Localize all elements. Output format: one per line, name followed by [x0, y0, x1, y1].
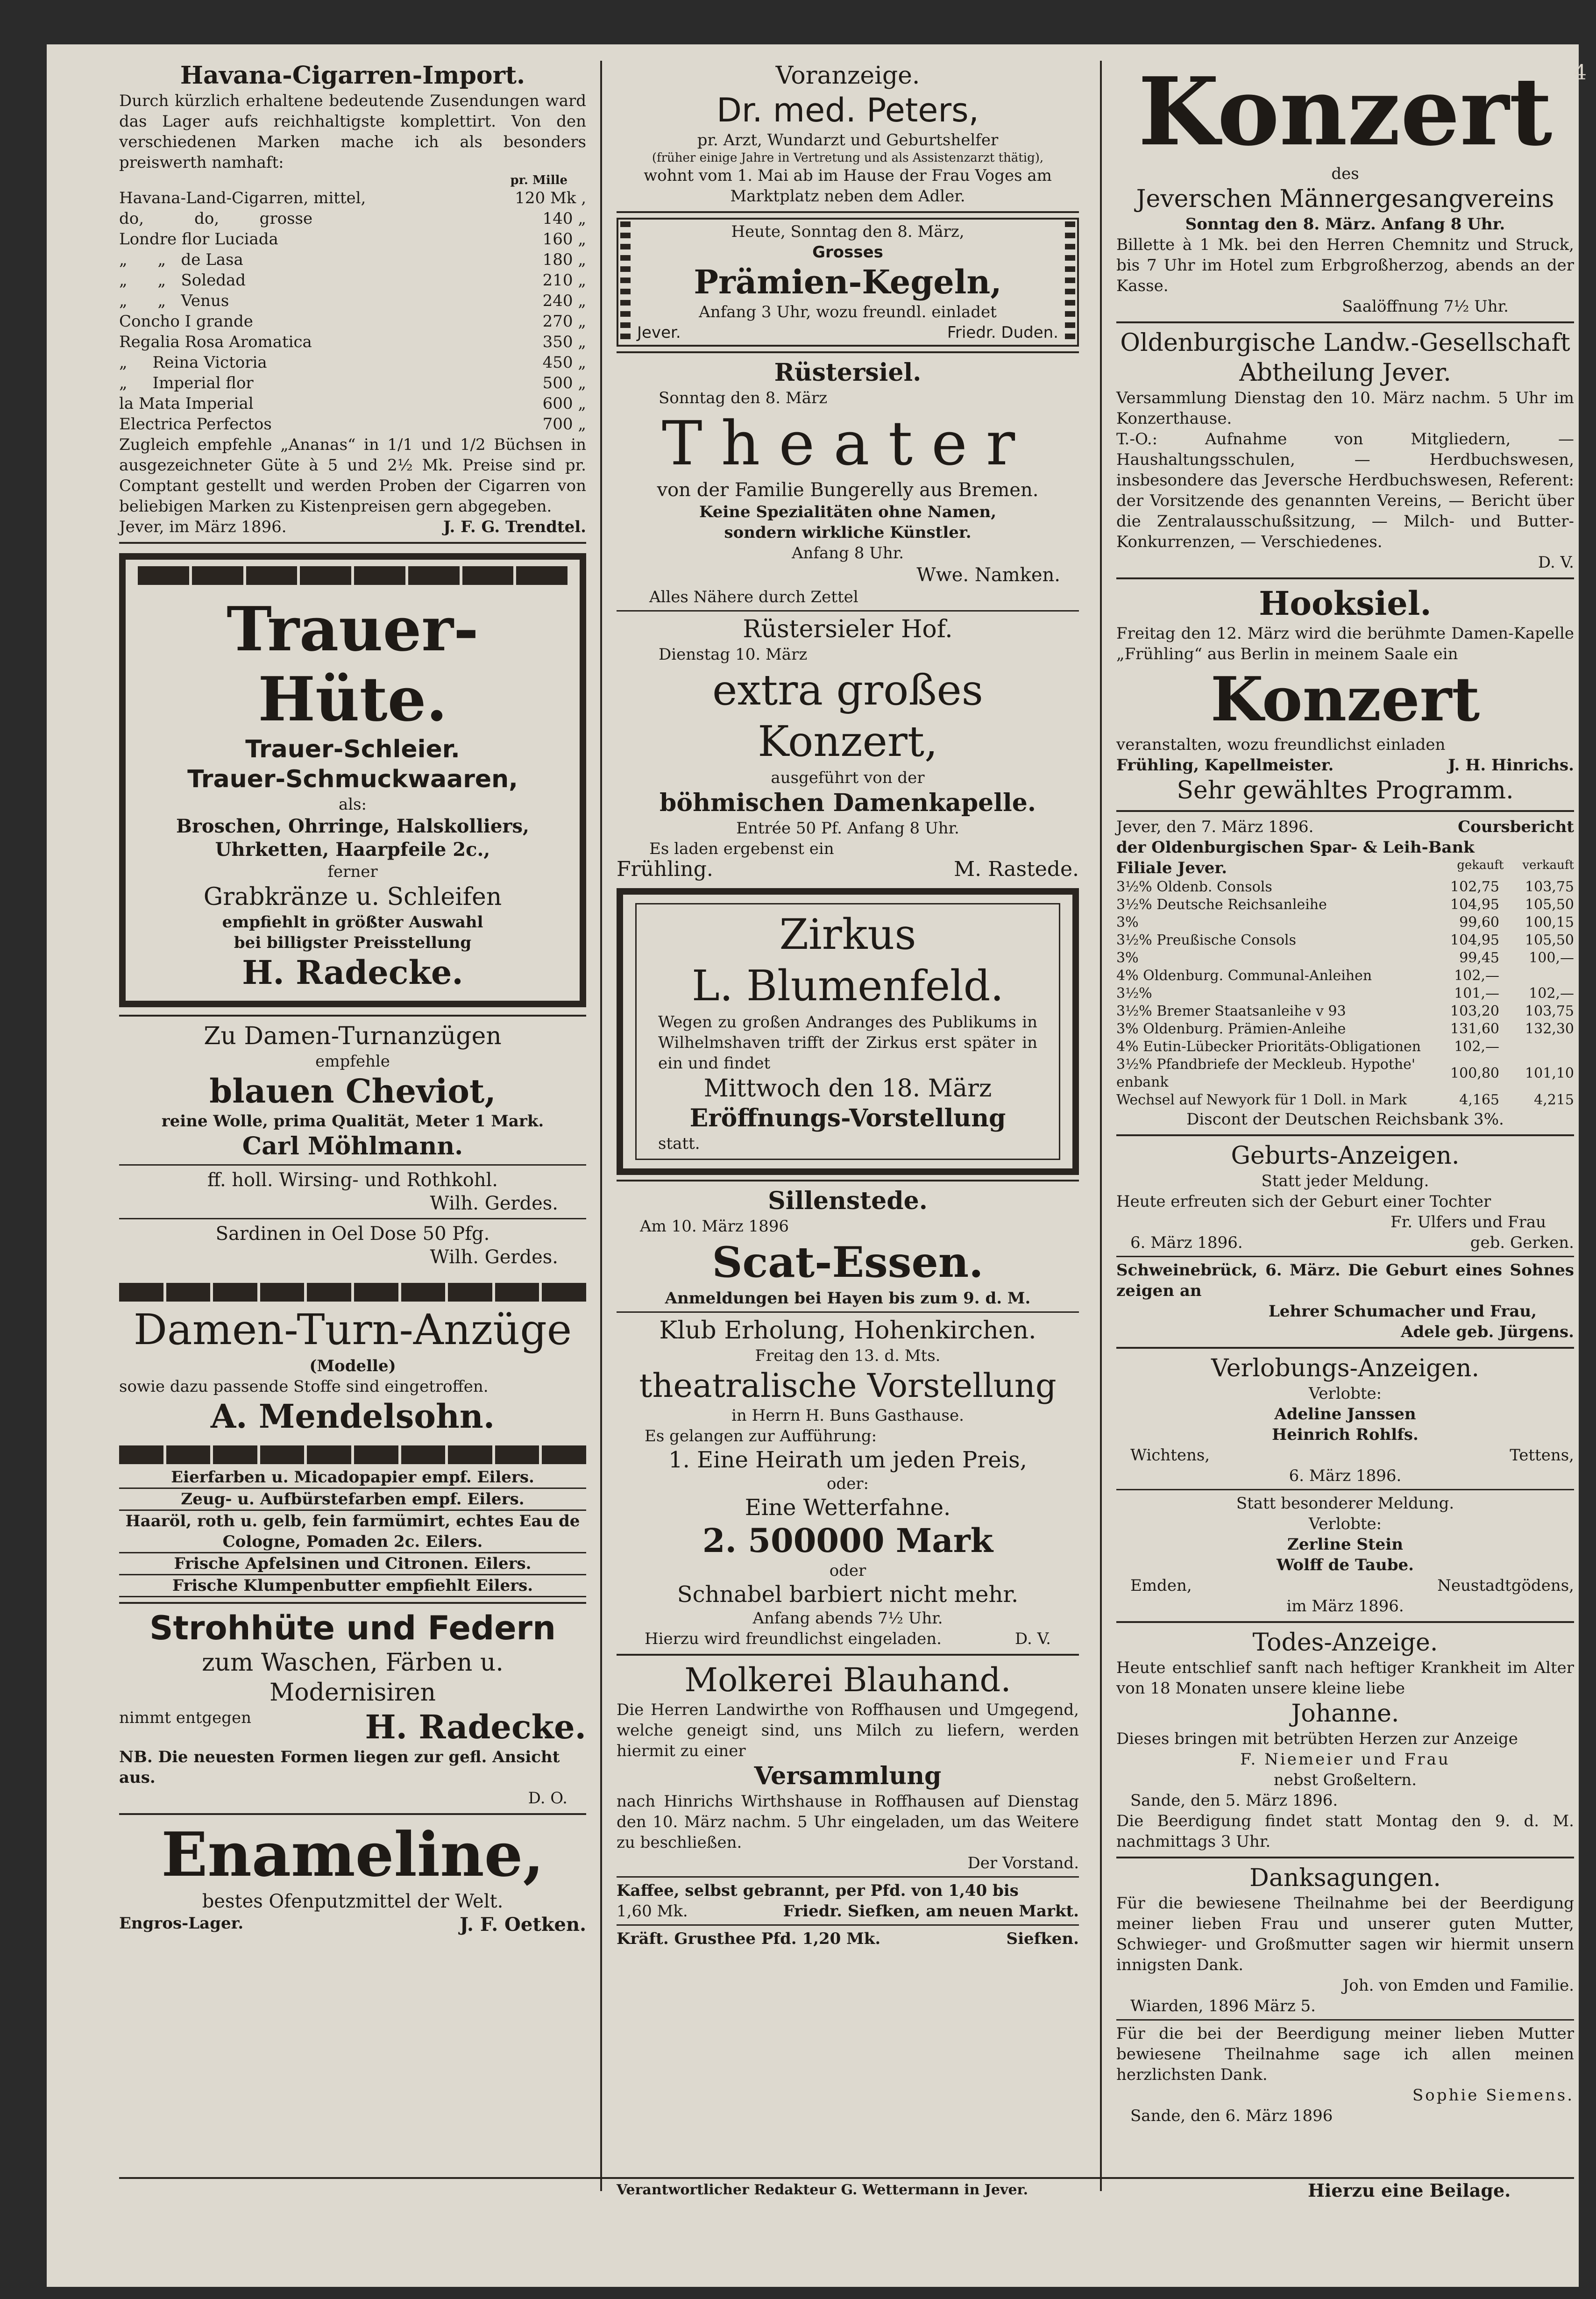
- verlobung-right2: Neustadtgödens,: [1437, 1576, 1574, 1595]
- ad-kaffee: [617, 1880, 1079, 1949]
- verlobung-verlobte: Verlobte:: [1308, 1384, 1382, 1403]
- scat-place: Sillenstede.: [768, 1187, 928, 1215]
- kurs-buy: 102,—: [1454, 1039, 1499, 1055]
- ad-strohhuete: [119, 1609, 586, 1808]
- enameline-name: J. F. Oetken.: [460, 1914, 586, 1936]
- kegeln-line2: Anfang 3 Uhr, wozu freundl. einladet: [699, 303, 997, 321]
- theater-by: von der Familie Bungerelly aus Bremen.: [657, 479, 1039, 501]
- trauer-kranz: Grabkränze u. Schleifen: [203, 883, 502, 911]
- voranzeige-sub2: (früher einige Jahre in Vertretung und als Assistenzarzt thätig),: [652, 151, 1044, 165]
- theater-name: Wwe. Namken.: [916, 564, 1060, 586]
- havana-price-row: [119, 270, 586, 291]
- cheviot-line1: Zu Damen-Turnanzügen: [204, 1022, 502, 1050]
- klub-p1b: Eine Wetterfahne.: [745, 1495, 951, 1521]
- kurs-name: 3%: [1116, 914, 1139, 931]
- konzert-hof-left: Frühling.: [617, 857, 713, 881]
- havana-item-price: 450 „: [542, 353, 586, 372]
- trauer-line1: Trauer-Schleier.: [245, 735, 460, 763]
- kurs-name: 3½% Pfandbriefe der Meckleub. Hypothe' enbank: [1116, 1056, 1416, 1090]
- kurs-buy: 102,—: [1454, 968, 1499, 984]
- havana-title: Havana-Cigarren-Import.: [180, 61, 525, 90]
- geburt-title: Geburts-Anzeigen.: [1231, 1142, 1460, 1170]
- havana-intro: Durch kürzlich erhaltene bedeutende Zusendungen ward das Lager aufs reichhaltigste komplettirt. Von den verschiedenen Marken mache ich als besonders preiswerth namhaft:: [119, 92, 586, 172]
- havana-item-name: Londre flor Luciada: [119, 230, 278, 249]
- kurs-row: [1116, 1020, 1574, 1038]
- kurs-name: 3½% Bremer Staatsanleihe v 93: [1116, 1003, 1346, 1019]
- kurs-sell: 102,—: [1529, 985, 1574, 1002]
- trauer-als: als:: [338, 795, 367, 814]
- verlobung-title: Verlobungs-Anzeigen.: [1211, 1354, 1480, 1382]
- eilers-line: Zeug- u. Aufbürstefarben empf. Eilers.: [119, 1489, 586, 1511]
- scat-title: Scat-Essen.: [712, 1238, 984, 1287]
- kurs-date: Jever, den 7. März 1896.: [1116, 818, 1314, 836]
- todes-title: Todes-Anzeige.: [1252, 1629, 1438, 1657]
- havana-price-row: [119, 332, 586, 352]
- havana-item-name: „ Reina Victoria: [119, 353, 267, 372]
- havana-unit-header: pr. Mille: [510, 173, 567, 187]
- verlobung-left: Wichtens,: [1130, 1446, 1210, 1465]
- hooksiel-title: Hooksiel.: [1259, 584, 1432, 623]
- kaffee-line3b: Siefken.: [1006, 1929, 1079, 1948]
- kurs-row: [1116, 949, 1574, 967]
- kurs-discont: Discont der Deutschen Reichsbank 3%.: [1186, 1110, 1504, 1129]
- zirkus-event: Eröffnungs-Vorstellung: [689, 1104, 1006, 1132]
- wirsing-text: ff. holl. Wirsing- und Rothkohl.: [207, 1169, 498, 1191]
- voranzeige-title: Voranzeige.: [775, 62, 920, 90]
- ad-sardinen: [119, 1222, 586, 1269]
- geburt-line2: Schweinebrück, 6. März. Die Geburt eines Sohnes zeigen an: [1116, 1261, 1574, 1300]
- hooksiel-left: Frühling, Kapellmeister.: [1116, 756, 1334, 775]
- trauer-ferner: ferner: [327, 862, 378, 881]
- konzert-hof-date: Dienstag 10. März: [659, 645, 808, 664]
- kurs-name: 3% Oldenburg. Prämien-Anleihe: [1116, 1021, 1346, 1037]
- verlobung-date: 6. März 1896.: [1289, 1466, 1402, 1485]
- todes-date: Sande, den 5. März 1896.: [1130, 1791, 1338, 1810]
- havana-outro: Zugleich empfehle „Ananas“ in 1/1 und 1/2 Büchsen in ausgezeichneter Güte à 5 und 2½ Mk. Preise sind pr. Comptant gestellt und werden Proben der Cigarren von beliebigen Marken zu Kistenpreisen gern abgegeben.: [119, 435, 586, 516]
- eilers-line: Frische Klumpenbutter empfiehlt Eilers.: [119, 1575, 586, 1597]
- klub-p2: 2. 500000 Mark: [702, 1521, 993, 1560]
- kurs-h1: gekauft: [1457, 858, 1504, 872]
- trauer-empf2: bei billigster Preisstellung: [234, 933, 472, 952]
- klub-invite: Hierzu wird freundlichst eingeladen.: [645, 1630, 942, 1648]
- molkerei-text: Die Herren Landwirthe von Roffhausen und Umgegend, welche geneigt sind, uns Milch zu liefern, werden hiermit zu einer: [617, 1701, 1079, 1760]
- verlobung-n3: Zerline Stein: [1287, 1535, 1403, 1554]
- konzert-hof-entree: Entrée 50 Pf. Anfang 8 Uhr.: [736, 819, 959, 838]
- kurs-sell: 132,30: [1525, 1021, 1574, 1037]
- todes-sig: F. Niemeier und Frau: [1240, 1750, 1450, 1769]
- verlobung-date2: im März 1896.: [1286, 1597, 1404, 1616]
- kurs-sell: 105,50: [1525, 897, 1574, 913]
- enameline-left: Engros-Lager.: [119, 1914, 244, 1933]
- havana-item-name: Regalia Rosa Aromatica: [119, 333, 312, 351]
- kegeln-name: Friedr. Duden.: [947, 323, 1058, 342]
- havana-price-row: [119, 393, 586, 414]
- havana-item-name: „ „ Soledad: [119, 271, 246, 290]
- havana-item-price: 180 „: [542, 250, 586, 269]
- ad-theater: [617, 358, 1079, 607]
- kurs-sell: 103,75: [1525, 879, 1574, 895]
- kurs-row: [1116, 1091, 1574, 1109]
- verlobung-right: Tettens,: [1510, 1446, 1574, 1465]
- ad-cheviot: [119, 1021, 586, 1161]
- havana-item-price: 160 „: [542, 230, 586, 249]
- kaffee-line2b: Friedr. Siefken, am neuen Markt.: [783, 1902, 1079, 1921]
- ad-hooksiel: [1116, 584, 1574, 805]
- kurs-sell: [1499, 1038, 1574, 1056]
- kurs-row: [1116, 932, 1574, 949]
- theater-note: Alles Nähere durch Zettel: [649, 588, 858, 606]
- havana-price-list: [119, 188, 586, 434]
- zirkus-date: Mittwoch den 18. März: [703, 1075, 992, 1103]
- dank-text2: Für die bei der Beerdigung meiner lieben Mutter bewiesene Theilnahme sage ich allen meinen herzlichsten Dank.: [1116, 2024, 1574, 2084]
- havana-item-name: Electrica Perfectos: [119, 415, 272, 434]
- theater-anfang: Anfang 8 Uhr.: [791, 544, 904, 562]
- havana-item-name: la Mata Imperial: [119, 394, 254, 413]
- hooksiel-konzert: Konzert: [1210, 663, 1480, 735]
- theater-place: Rüstersiel.: [774, 358, 922, 387]
- verlobung-n2: Heinrich Rohlfs.: [1272, 1425, 1419, 1444]
- klub-oder1: oder:: [826, 1474, 869, 1493]
- ad-molkerei: [617, 1660, 1079, 1873]
- kurs-sell: 100,—: [1529, 950, 1574, 966]
- konzert-saal: Saalöffnung 7½ Uhr.: [1342, 297, 1509, 316]
- ad-konzert-maennergesang: [1116, 57, 1574, 317]
- kurs-name: 3½% Oldenb. Consols: [1116, 879, 1272, 895]
- kurs-buy: 101,—: [1454, 985, 1499, 1002]
- ad-kegeln: [617, 218, 1079, 347]
- theater-line2: sondern wirkliche Künstler.: [724, 523, 972, 542]
- verlobung-statt: Statt besonderer Meldung.: [1236, 1494, 1454, 1513]
- stroh-line: zum Waschen, Färben u. Modernisiren: [202, 1649, 504, 1707]
- dank-date2: Sande, den 6. März 1896: [1130, 2107, 1333, 2125]
- cheviot-empfehle: empfehle: [315, 1052, 390, 1071]
- havana-item-price: 120 Mk ,: [515, 189, 586, 207]
- footer-beilage: Hierzu eine Beilage.: [1308, 2180, 1511, 2201]
- kurs-buy: 100,80: [1450, 1065, 1499, 1082]
- havana-item-name: „ „ Venus: [119, 292, 229, 310]
- kurs-row: [1116, 896, 1574, 914]
- havana-price-row: [119, 249, 586, 270]
- ad-enameline: [119, 1820, 586, 1936]
- kurs-bank: der Oldenburgischen Spar- & Leih-Bank: [1116, 838, 1475, 857]
- kegeln-place: Jever.: [637, 323, 681, 342]
- havana-price-row: [119, 208, 586, 229]
- enameline-text: bestes Ofenputzmittel der Welt.: [202, 1891, 504, 1912]
- kurs-sell: 103,75: [1525, 1003, 1574, 1019]
- ad-klub: [617, 1316, 1079, 1649]
- havana-price-row: [119, 291, 586, 311]
- scat-date: Am 10. März 1896: [640, 1217, 789, 1236]
- konzert-title: Konzert: [1138, 57, 1553, 167]
- kurs-name: 4% Eutin-Lübecker Prioritäts-Obligationen: [1116, 1039, 1421, 1055]
- havana-item-price: 700 „: [542, 415, 586, 434]
- ad-verlobung: [1116, 1353, 1574, 1616]
- kurs-name: Wechsel auf Newyork für 1 Doll. in Mark: [1116, 1092, 1407, 1108]
- trauer-items: Broschen, Ohrringe, Halskolliers, Uhrketten, Haarpfeile 2c.,: [176, 815, 529, 861]
- verlobung-left2: Emden,: [1130, 1576, 1192, 1595]
- geburt-statt: Statt jeder Meldung.: [1261, 1172, 1429, 1190]
- kurs-buy: 99,45: [1459, 950, 1499, 966]
- kurs-buy: 104,95: [1450, 897, 1499, 913]
- theater-title: Theater: [661, 408, 1034, 479]
- kurs-filiale: Filiale Jever.: [1116, 859, 1227, 877]
- kurs-row: [1116, 967, 1574, 985]
- klub-p1: 1. Eine Heirath um jeden Preis,: [668, 1447, 1027, 1473]
- konzert-hof-invite: Es laden ergebenst ein: [649, 840, 834, 858]
- trauer-name: H. Radecke.: [242, 953, 463, 992]
- todes-text2: Dieses bringen mit betrübten Herzen zur Anzeige: [1116, 1730, 1518, 1748]
- sardinen-text: Sardinen in Oel Dose 50 Pfg.: [215, 1223, 490, 1245]
- havana-signature: J. F. G. Trendtel.: [443, 518, 586, 536]
- kurs-buy: 131,60: [1450, 1021, 1499, 1037]
- kaffee-line2a: 1,60 Mk.: [617, 1902, 688, 1921]
- theater-date: Sonntag den 8. März: [659, 389, 828, 407]
- havana-item-name: Concho I grande: [119, 312, 253, 331]
- verlobung-n4: Wolff de Taube.: [1276, 1556, 1414, 1574]
- cheviot-detail: reine Wolle, prima Qualität, Meter 1 Mark.: [161, 1112, 544, 1131]
- dank-sig2: Sophie Siemens.: [1412, 2086, 1574, 2105]
- kurs-buy: 4,165: [1459, 1092, 1499, 1108]
- molkerei-title: Molkerei Blauhand.: [684, 1661, 1011, 1699]
- ad-eilers-list: [119, 1467, 586, 1597]
- klub-where: in Herrn H. Buns Gasthause.: [731, 1406, 964, 1425]
- landw-to: T.-O.: Aufnahme von Mitgliedern, — Haushaltungsschulen, — Herdbuchswesen, insbesondere das Jeversche Herdbuchswesen, Referent: der Vorsitzende des genannten Vereins, — Bericht über die Zentralausschußsitzung, — Milch- und Butter-Konkurrenzen, — Verschiedenes.: [1116, 430, 1574, 551]
- eilers-line: Haaröl, roth u. gelb, fein farmümirt, echtes Eau de Cologne, Pomaden 2c. Eilers.: [119, 1511, 586, 1553]
- havana-item-price: 600 „: [542, 394, 586, 413]
- kurs-sell: 101,10: [1525, 1065, 1574, 1082]
- geburt-date: 6. März 1896.: [1130, 1233, 1243, 1252]
- kurs-sell: 4,215: [1534, 1092, 1574, 1108]
- ad-turn-anzuege: [119, 1304, 586, 1436]
- hooksiel-text: Freitag den 12. März wird die berühmte Damen-Kapelle „Frühling“ aus Berlin in meinem Saale ein: [1116, 624, 1574, 663]
- stroh-nb: NB. Die neuesten Formen liegen zur gefl. Ansicht aus.: [119, 1748, 560, 1787]
- kurs-sell: 105,50: [1525, 932, 1574, 948]
- trauer-empf1: empfiehlt in größter Auswahl: [222, 913, 483, 932]
- voranzeige-text: wohnt vom 1. Mai ab im Hause der Frau Voges am Marktplatz neben dem Adler.: [644, 166, 1052, 206]
- turn-anzuege-title: Damen-Turn-Anzüge: [133, 1305, 572, 1354]
- klub-date: Freitag den 13. d. Mts.: [755, 1346, 941, 1365]
- hooksiel-prog: Sehr gewähltes Programm.: [1177, 776, 1514, 804]
- kurs-name: 3½%: [1116, 985, 1152, 1002]
- konzert-text: Billette à 1 Mk. bei den Herren Chemnitz und Struck, bis 7 Uhr im Hotel zum Erbgroßherzog, abends an der Kasse.: [1116, 235, 1574, 295]
- landw-sub: Abtheilung Jever.: [1239, 359, 1451, 387]
- kurs-row: [1116, 1056, 1574, 1091]
- kurs-sell: [1499, 967, 1574, 985]
- konzert-date: Sonntag den 8. März. Anfang 8 Uhr.: [1185, 215, 1505, 234]
- havana-item-price: 210 „: [542, 271, 586, 290]
- kurs-row: [1116, 878, 1574, 896]
- kurs-buy: 103,20: [1450, 1003, 1499, 1019]
- kaffee-line3: Kräft. Grusthee Pfd. 1,20 Mk.: [617, 1929, 881, 1948]
- havana-price-row: [119, 188, 586, 208]
- turn-anzuege-modelle: (Modelle): [309, 1357, 396, 1375]
- landw-vers: Versammlung Dienstag den 10. März nachm. 5 Uhr im Konzerthause.: [1116, 389, 1574, 428]
- ad-danksagungen: [1116, 1863, 1574, 2126]
- konzert-hof-right: M. Rastede.: [954, 857, 1079, 881]
- havana-price-row: [119, 311, 586, 332]
- cheviot-name: Carl Möhlmann.: [242, 1132, 463, 1160]
- klub-sig: D. V.: [1014, 1630, 1051, 1648]
- zirkus-text: Wegen zu großen Andranges des Publikums in Wilhelmshaven trifft der Zirkus erst später in ein und findet: [658, 1013, 1037, 1073]
- geburt-names2: Lehrer Schumacher und Frau,: [1268, 1302, 1537, 1321]
- eilers-line: Frische Apfelsinen und Citronen. Eilers.: [119, 1553, 586, 1575]
- geburt-names: Fr. Ulfers und Frau: [1390, 1213, 1546, 1231]
- stroh-nb-sig: D. O.: [528, 1789, 567, 1808]
- havana-item-price: 500 „: [542, 374, 586, 392]
- ad-trauer-huete: [119, 553, 586, 1007]
- ad-zirkus: [617, 888, 1079, 1175]
- havana-price-row: [119, 352, 586, 373]
- havana-item-price: 270 „: [542, 312, 586, 331]
- havana-item-price: 240 „: [542, 292, 586, 310]
- todes-text: Heute entschlief sanft nach heftiger Krankheit im Alter von 18 Monaten unsere kleine liebe: [1116, 1658, 1574, 1698]
- konzert-hof-title: Rüstersieler Hof.: [743, 615, 953, 643]
- wirsing-name: Wilh. Gerdes.: [430, 1193, 558, 1214]
- molkerei-vers: Versammlung: [754, 1762, 942, 1790]
- havana-price-row: [119, 229, 586, 249]
- kurs-row: [1116, 1038, 1574, 1056]
- voranzeige-sub: pr. Arzt, Wundarzt und Geburtshelfer: [697, 131, 999, 149]
- landw-title: Oldenburgische Landw.-Gesellschaft: [1120, 329, 1570, 357]
- klub-main: theatralische Vorstellung: [639, 1367, 1057, 1405]
- konzert-hof-band: böhmischen Damenkapelle.: [660, 789, 1036, 817]
- geburt-geb2: Adele geb. Jürgens.: [1401, 1323, 1574, 1341]
- kurs-table: [1116, 878, 1574, 1109]
- havana-item-name: „ „ de Lasa: [119, 250, 243, 269]
- havana-item-price: 350 „: [542, 333, 586, 351]
- havana-price-row: [119, 373, 586, 393]
- kurs-title: Coursbericht: [1458, 818, 1574, 836]
- klub-p2b: Schnabel barbiert nicht mehr.: [677, 1581, 1019, 1608]
- kurs-buy: 102,75: [1450, 879, 1499, 895]
- klub-oder2: oder: [829, 1561, 866, 1580]
- trauer-line2: Trauer-Schmuckwaaren,: [187, 765, 518, 793]
- molkerei-sig: Der Vorstand.: [967, 1854, 1079, 1872]
- geburt-text: Heute erfreuten sich der Geburt einer Tochter: [1116, 1192, 1491, 1211]
- ad-scat: [617, 1186, 1079, 1309]
- havana-place-date: Jever, im März 1896.: [119, 518, 287, 536]
- kegeln-grosses: Grosses: [812, 243, 883, 262]
- theater-line1: Keine Spezialitäten ohne Namen,: [699, 503, 997, 521]
- dank-sig1: Joh. von Emden und Familie.: [1342, 1976, 1574, 1995]
- konzert-des: des: [1331, 164, 1359, 183]
- molkerei-text2: nach Hinrichs Wirthshause in Roffhausen auf Dienstag den 10. März nachm. 5 Uhr eingeladen, um das Weitere zu beschließen.: [617, 1792, 1079, 1852]
- ad-wirsing: [119, 1168, 586, 1215]
- kurs-name: 3%: [1116, 950, 1139, 966]
- zirkus-title: Zirkus: [779, 910, 916, 959]
- dank-date1: Wiarden, 1896 März 5.: [1130, 1997, 1316, 2015]
- zirkus-name: L. Blumenfeld.: [691, 961, 1004, 1011]
- column-2: [617, 61, 1079, 1949]
- kurs-name: 3½% Preußische Consols: [1116, 932, 1297, 948]
- ad-havana-cigars: [119, 61, 586, 537]
- enameline-title: Enameline,: [161, 1819, 544, 1890]
- hooksiel-text2: veranstalten, wozu freundlichst einladen: [1116, 735, 1446, 754]
- ad-voranzeige: [617, 61, 1079, 206]
- trauer-title: Trauer-Hüte.: [227, 593, 479, 735]
- ad-konzert-hof: [617, 614, 1079, 880]
- klub-es: Es gelangen zur Aufführung:: [645, 1427, 877, 1445]
- eilers-line: Eierfarben u. Micadopapier empf. Eilers.: [119, 1467, 586, 1489]
- zirkus-statt: statt.: [658, 1134, 700, 1153]
- kurs-h2: verkauft: [1522, 858, 1574, 872]
- column-1: [119, 61, 586, 1936]
- konzert-hof-main: extra großes Konzert,: [712, 666, 983, 766]
- column-3: [1116, 57, 1574, 2126]
- ad-todes: [1116, 1628, 1574, 1852]
- kegeln-line1: Heute, Sonntag den 8. März,: [731, 222, 965, 241]
- kaffee-line1: Kaffee, selbst gebrannt, per Pfd. von 1,40 bis: [617, 1881, 1019, 1900]
- column-rule-2: [1100, 61, 1102, 2191]
- konzert-verein: Jeverschen Männergesangvereins: [1136, 185, 1554, 213]
- todes-name: Johanne.: [1291, 1700, 1399, 1728]
- verlobung-n1: Adeline Janssen: [1274, 1405, 1416, 1424]
- turn-anzuege-name: A. Mendelsohn.: [210, 1397, 495, 1436]
- kurs-row: [1116, 914, 1574, 932]
- footer-editor: Verantwortlicher Redakteur G. Wettermann in Jever.: [617, 2182, 1029, 2198]
- stroh-nimmt: nimmt entgegen: [119, 1708, 252, 1727]
- scat-note: Anmeldungen bei Hayen bis zum 9. d. M.: [665, 1289, 1031, 1308]
- havana-item-price: 140 „: [542, 209, 586, 228]
- landw-sig: D. V.: [1538, 553, 1574, 572]
- kurs-sell: 100,15: [1525, 914, 1574, 931]
- sardinen-name: Wilh. Gerdes.: [430, 1246, 558, 1268]
- ad-geburt: [1116, 1141, 1574, 1342]
- ad-coursbericht: [1116, 817, 1574, 1130]
- kegeln-title: Prämien-Kegeln,: [694, 263, 1002, 301]
- konzert-hof-by: ausgeführt von der: [771, 769, 925, 787]
- dank-text1: Für die bewiesene Theilnahme bei der Beerdigung meiner lieben Frau und unserer guten Mutter, Schwieger- und Großmutter sagen wir hiermit unsern innigsten Dank.: [1116, 1894, 1574, 1974]
- geburt-geb: geb. Gerken.: [1470, 1233, 1574, 1252]
- page-number: 4: [1574, 61, 1587, 85]
- todes-sig2: nebst Großeltern.: [1273, 1771, 1417, 1789]
- havana-item-name: Havana-Land-Cigarren, mittel,: [119, 189, 366, 207]
- turn-anzuege-text: sowie dazu passende Stoffe sind eingetroffen.: [119, 1377, 489, 1396]
- havana-price-row: [119, 414, 586, 434]
- footer-rule: [119, 2177, 1574, 2179]
- kurs-row: [1116, 1003, 1574, 1020]
- stroh-name: H. Radecke.: [365, 1708, 586, 1746]
- kurs-buy: 99,60: [1459, 914, 1499, 931]
- havana-item-name: do, do, grosse: [119, 209, 313, 228]
- column-rule-1: [600, 61, 602, 2191]
- dank-title: Danksagungen.: [1249, 1864, 1441, 1892]
- kurs-name: 4% Oldenburg. Communal-Anleihen: [1116, 968, 1372, 984]
- klub-title: Klub Erholung, Hohenkirchen.: [659, 1317, 1036, 1345]
- todes-beerd: Die Beerdigung findet statt Montag den 9. d. M. nachmittags 3 Uhr.: [1116, 1812, 1574, 1851]
- havana-item-name: „ Imperial flor: [119, 374, 254, 392]
- klub-anfang: Anfang abends 7½ Uhr.: [752, 1609, 943, 1628]
- stroh-title: Strohhüte und Federn: [149, 1609, 556, 1647]
- kurs-name: 3½% Deutsche Reichsanleihe: [1116, 897, 1327, 913]
- verlobung-verlobte2: Verlobte:: [1308, 1515, 1382, 1533]
- cheviot-title: blauen Cheviot,: [209, 1072, 496, 1110]
- voranzeige-name: Dr. med. Peters,: [716, 91, 979, 129]
- hooksiel-right: J. H. Hinrichs.: [1448, 756, 1574, 775]
- kurs-row: [1116, 985, 1574, 1003]
- ad-landw-gesellschaft: [1116, 328, 1574, 573]
- kurs-buy: 104,95: [1450, 932, 1499, 948]
